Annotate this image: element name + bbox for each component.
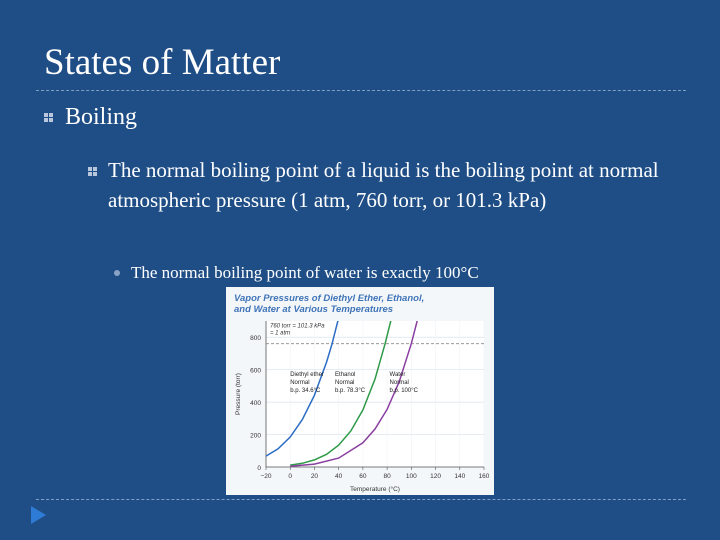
y-tick-label: 600 <box>250 367 261 375</box>
series-label-water: Water <box>389 372 406 379</box>
x-tick-label: 120 <box>430 473 441 480</box>
y-tick-label: 0 <box>257 465 261 472</box>
series-label-water: Normal <box>389 380 409 387</box>
chart-title-line2: and Water at Various Temperatures <box>234 304 394 315</box>
series-label-ethanol: Ethanol <box>335 372 356 379</box>
series-label-ethanol: Normal <box>335 380 355 387</box>
x-axis-label: Temperature (°C) <box>350 486 400 493</box>
title-divider <box>36 90 686 91</box>
series-label-water: b.p. 100°C <box>389 388 418 395</box>
x-tick-label: 160 <box>478 473 490 480</box>
y-tick-label: 200 <box>250 432 261 440</box>
bullet-water-boiling-point: The normal boiling point of water is exactly 100°C <box>131 263 479 282</box>
x-tick-label: −20 <box>260 473 272 480</box>
chart-title-line1: Vapor Pressures of Diethyl Ether, Ethanol, <box>234 293 425 304</box>
bullet-boiling: Boiling <box>65 104 138 130</box>
square-bullet-icon <box>44 113 54 123</box>
reference-line-label: = 1 atm <box>270 330 291 337</box>
play-triangle-icon[interactable] <box>30 505 48 525</box>
chart-svg <box>226 287 494 495</box>
series-label-diethyl-ether: b.p. 34.6°C <box>290 388 321 395</box>
series-label-ethanol: b.p. 78.3°C <box>335 388 366 395</box>
series-label-diethyl-ether: Normal <box>290 380 310 387</box>
vapor-pressure-chart <box>226 287 494 495</box>
series-label-diethyl-ether: Diethyl ether <box>290 372 324 379</box>
x-tick-label: 60 <box>359 473 367 480</box>
x-tick-label: 100 <box>405 473 417 480</box>
footer-divider <box>36 499 686 500</box>
y-tick-label: 800 <box>250 335 261 343</box>
x-tick-label: 80 <box>383 473 391 480</box>
x-tick-label: 140 <box>454 473 466 480</box>
reference-line-label: 760 torr = 101.3 kPa <box>270 323 325 330</box>
y-tick-label: 400 <box>250 400 261 408</box>
square-bullet-icon <box>88 167 98 177</box>
x-tick-label: 20 <box>310 473 319 480</box>
slide-title: States of Matter <box>44 42 281 83</box>
y-axis-label: Pressure (torr) <box>235 373 242 415</box>
dot-bullet-icon <box>113 269 121 277</box>
bullet-normal-boiling-point: The normal boiling point of a liquid is the boiling point at normal atmospheric pressure (1 atm, 760 torr, or 101.3 kPa) <box>108 158 659 212</box>
x-tick-label: 40 <box>335 473 343 480</box>
x-tick-label: 0 <box>288 473 293 480</box>
